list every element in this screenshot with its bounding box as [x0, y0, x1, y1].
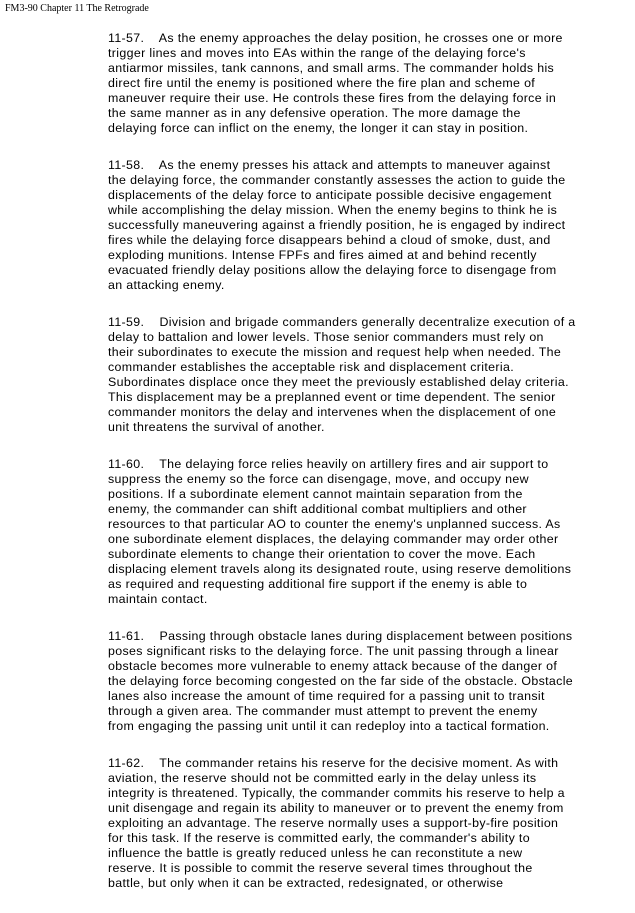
- paragraph-11-59: [108, 315, 613, 435]
- paragraph-line: while accomplishing the delay mission. When the enemy begins to think he is: [108, 203, 558, 217]
- paragraph-line: maintain contact.: [108, 592, 208, 606]
- paragraph-line: for this task. If the reserve is committed early, the commander's ability to: [108, 831, 530, 845]
- paragraph-line: subordinate elements to change their orientation to cover the move. Each: [108, 547, 536, 561]
- paragraph-11-58: [108, 158, 613, 293]
- paragraph-line: displacing element travels along its designated route, using reserve demolitions: [108, 562, 572, 576]
- paragraph-11-60: [108, 457, 613, 607]
- paragraph-line: fires while the delaying force disappears behind a cloud of smoke, dust, and: [108, 233, 551, 247]
- paragraph-line: integrity is threatened. Typically, the commander commits his reserve to help a: [108, 786, 565, 800]
- paragraph-line: positions. If a subordinate element cannot maintain separation from the: [108, 487, 523, 501]
- paragraph-line: aviation, the reserve should not be committed early in the delay unless its: [108, 771, 537, 785]
- paragraph-11-57: [108, 31, 613, 136]
- paragraph-line: reserve. It is possible to commit the reserve several times throughout the: [108, 861, 533, 875]
- paragraph-line: 11-61. Passing through obstacle lanes during displacement between positions: [108, 629, 573, 643]
- paragraph-line: lanes also increase the amount of time required for a passing unit to transit: [108, 689, 545, 703]
- paragraph-line: Subordinates displace once they meet the previously established delay criteria.: [108, 375, 569, 389]
- paragraph-line: influence the battle is greatly reduced unless he can reconstitute a new: [108, 846, 523, 860]
- paragraph-line: obstacle becomes more vulnerable to enemy attack because of the danger of: [108, 659, 558, 673]
- paragraph-line: suppress the enemy so the force can disengage, move, and occupy new: [108, 472, 529, 486]
- paragraph-line: trigger lines and moves into EAs within the range of the delaying force's: [108, 46, 526, 60]
- paragraph-line: direct fire until the enemy is positioned where the fire plan and scheme of: [108, 76, 536, 90]
- paragraph-line: antiarmor missiles, tank cannons, and small arms. The commander holds his: [108, 61, 555, 75]
- paragraph-line: 11-57. As the enemy approaches the delay position, he crosses one or more: [108, 31, 563, 45]
- paragraph-line: delaying force can inflict on the enemy, the longer it can stay in position.: [108, 121, 529, 135]
- paragraph-line: unit threatens the survival of another.: [108, 420, 325, 434]
- paragraph-11-62: [108, 756, 613, 891]
- paragraph-line: unit disengage and regain its ability to maneuver or to prevent the enemy from: [108, 801, 564, 815]
- paragraph-line: 11-58. As the enemy presses his attack and attempts to maneuver against: [108, 158, 551, 172]
- paragraph-line: commander monitors the delay and intervenes when the displacement of one: [108, 405, 557, 419]
- paragraph-line: 11-62. The commander retains his reserve for the decisive moment. As with: [108, 756, 559, 770]
- paragraph-line: the same manner as in any defensive operation. The more damage the: [108, 106, 521, 120]
- paragraph-line: exploding munitions. Intense FPFs and fires aimed at and behind recently: [108, 248, 537, 262]
- paragraph-line: enemy, the commander can shift additional combat multipliers and other: [108, 502, 527, 516]
- paragraph-line: evacuated friendly delay positions allow the delaying force to disengage from: [108, 263, 557, 277]
- paragraph-line: through a given area. The commander must attempt to prevent the enemy: [108, 704, 538, 718]
- paragraph-line: from engaging the passing unit until it can redeploy into a tactical formation.: [108, 719, 550, 733]
- paragraph-line: commander establishes the acceptable risk and displacement criteria.: [108, 360, 515, 374]
- paragraph-line: delay to battalion and lower levels. Those senior commanders must rely on: [108, 330, 544, 344]
- paragraph-line: poses significant risks to the delaying force. The unit passing through a linear: [108, 644, 559, 658]
- paragraph-line: 11-60. The delaying force relies heavily on artillery fires and air support to: [108, 457, 549, 471]
- paragraph-line: an attacking enemy.: [108, 278, 225, 292]
- paragraph-line: maneuver require their use. He controls these fires from the delaying force in: [108, 91, 557, 105]
- running-header: FM3-90 Chapter 11 The Retrograde: [5, 3, 149, 14]
- paragraph-line: the delaying force, the commander constantly assesses the action to guide the: [108, 173, 566, 187]
- paragraph-11-61: [108, 629, 613, 734]
- paragraph-line: battle, but only when it can be extracted, redesignated, or otherwise: [108, 876, 504, 890]
- paragraph-line: 11-59. Division and brigade commanders generally decentralize execution of a: [108, 315, 576, 329]
- document-body: [108, 31, 613, 913]
- paragraph-line: their subordinates to execute the mission and request help when needed. The: [108, 345, 562, 359]
- paragraph-line: This displacement may be a preplanned event or time dependent. The senior: [108, 390, 556, 404]
- paragraph-line: displacements of the delay force to anticipate possible decisive engagement: [108, 188, 552, 202]
- paragraph-line: the delaying force becoming congested on the far side of the obstacle. Obstacle: [108, 674, 574, 688]
- paragraph-line: as required and requesting additional fire support if the enemy is able to: [108, 577, 528, 591]
- paragraph-line: one subordinate element displaces, the delaying commander may order other: [108, 532, 559, 546]
- paragraph-line: exploiting an advantage. The reserve normally uses a support-by-fire position: [108, 816, 559, 830]
- paragraph-line: resources to that particular AO to counter the enemy's unplanned success. As: [108, 517, 561, 531]
- paragraph-line: successfully maneuvering against a friendly position, he is engaged by indirect: [108, 218, 566, 232]
